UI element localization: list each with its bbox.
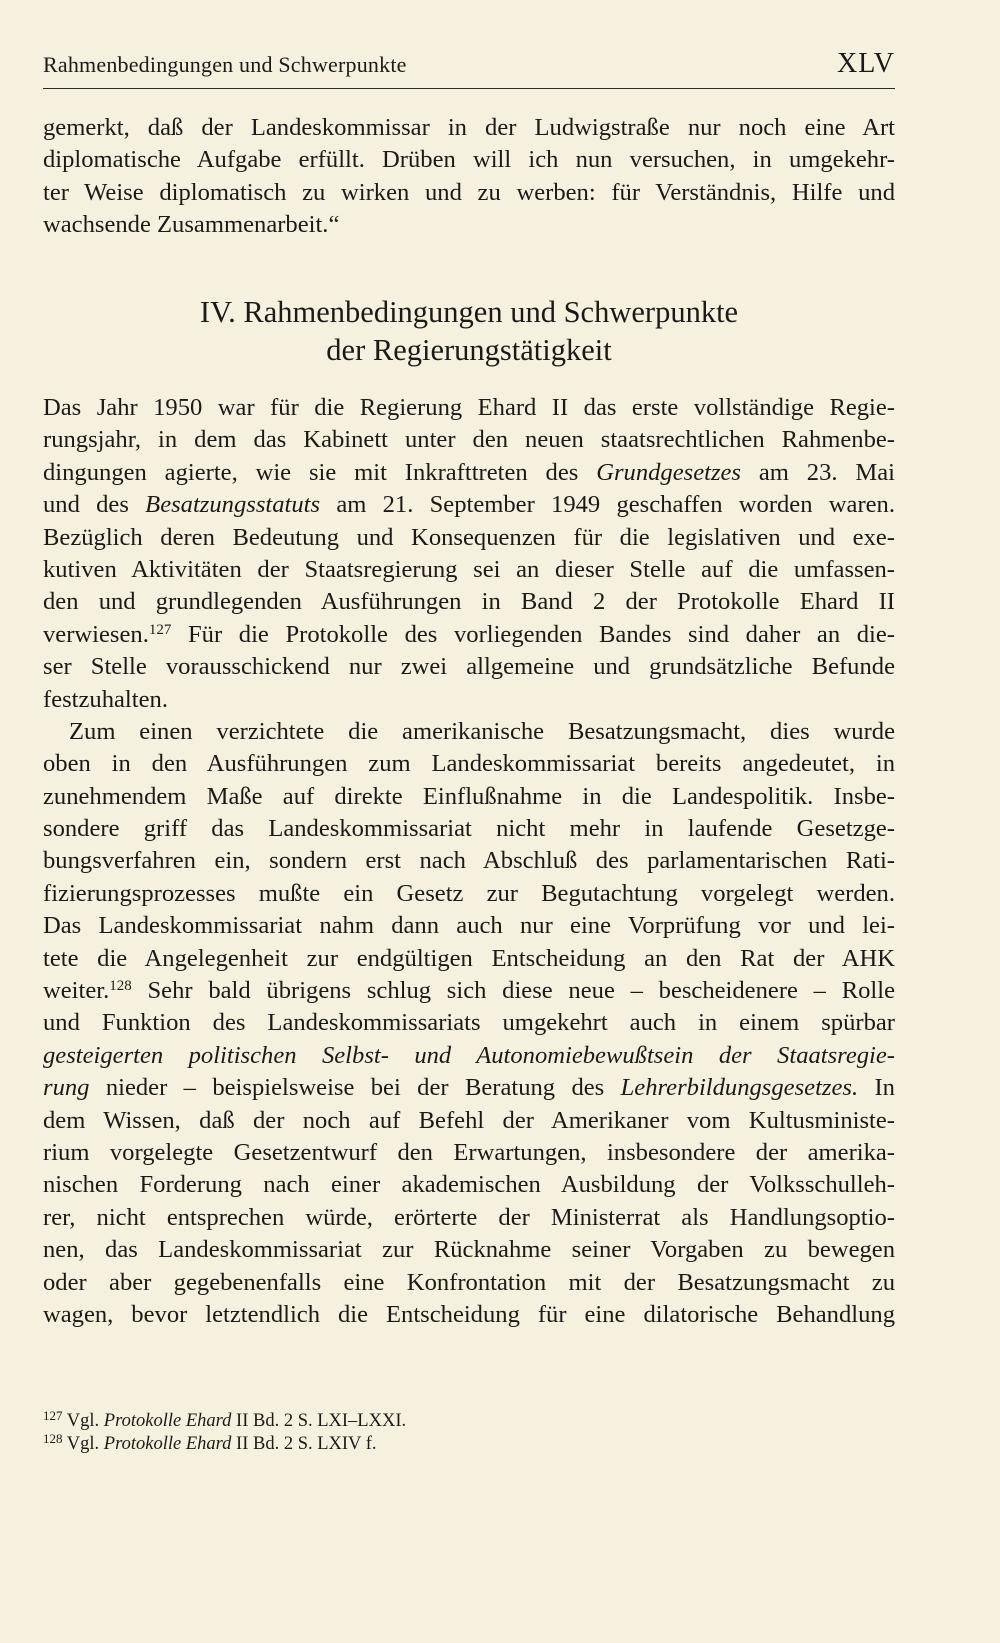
emphasis: gesteigerten politischen Selbst- und Autonomiebewußtsein der Staatsregie-: [43, 1041, 895, 1069]
text-line: rer, nicht entsprechen würde, erörterte der Ministerrat als Handlungsoptio-: [43, 1203, 895, 1231]
footnotes: [43, 1410, 895, 1456]
text-run: II Bd. 2 S. LXIV f.: [231, 1434, 377, 1454]
text-run: Sehr bald übrigens schlug sich diese neue – bescheidenere – Rolle: [131, 977, 895, 1005]
section-heading: [43, 293, 895, 369]
footnote-ref-128[interactable]: 128: [109, 978, 132, 995]
text-line: tete die Angelegenheit zur endgültigen Entscheidung an den Rat der AHK: [43, 944, 895, 972]
section-heading-line1: IV. Rahmenbedingungen und Schwerpunkte: [199, 295, 739, 329]
text-line: fizierungsprozesses mußte ein Gesetz zur Begutachtung vorgelegt werden.: [43, 879, 895, 907]
section-heading-line2: der Regierungstätigkeit: [326, 333, 612, 367]
text-line: Das Jahr 1950 war für die Regierung Ehard II das erste vollständige Regie-: [43, 394, 895, 421]
text-line: Das Landeskommissariat nahm dann auch nur eine Vorprüfung vor und lei-: [43, 912, 895, 940]
footnote-128: [43, 1433, 895, 1456]
text-run: dingungen agierte, wie sie mit Inkrafttreten des: [43, 458, 597, 486]
text-line: den und grundlegenden Ausführungen in Band 2 der Protokolle Ehard II: [43, 588, 895, 616]
text-line: kutiven Aktivitäten der Staatsregierung sei an dieser Stelle auf die umfassen-: [43, 555, 895, 583]
text-run: Für die Protokolle des vorliegenden Bandes sind daher an die-: [171, 620, 895, 648]
text-line: ter Weise diplomatisch zu wirken und zu werben: für Verständnis, Hilfe und: [43, 178, 895, 206]
text-line: [43, 975, 895, 1007]
footnote-number: 127: [43, 1408, 63, 1423]
text-line: rium vorgelegte Gesetzentwurf den Erwartungen, insbesondere der amerika-: [43, 1138, 895, 1166]
text-line: sondere griff das Landeskommissariat nicht mehr in laufende Gesetzge-: [43, 815, 895, 843]
text-line: wagen, bevor letztendlich die Entscheidung für eine dilatorische Behandlung: [43, 1300, 895, 1328]
text-line: festzuhalten.: [43, 685, 168, 713]
text-run: nieder – beispielsweise bei der Beratung des: [89, 1074, 621, 1102]
text-run: Vgl.: [62, 1434, 104, 1454]
running-header: [43, 48, 895, 89]
text-run: verwiesen.: [43, 620, 149, 648]
running-title: Rahmenbedingungen und Schwerpunkte: [43, 52, 407, 77]
text-line: Bezüglich deren Bedeutung und Konsequenzen für die legislativen und exe-: [43, 523, 895, 551]
main-body: [43, 392, 895, 1331]
text-line: zunehmendem Maße auf direkte Einflußnahme in die Landespolitik. Insbe-: [43, 782, 895, 810]
text-line: [43, 489, 895, 521]
text-run: am 21. September 1949 geschaffen worden waren.: [320, 491, 895, 519]
text-run: am 23. Mai: [741, 458, 895, 486]
text-line: und Funktion des Landeskommissariats umgekehrt auch in einem spürbar: [43, 1009, 895, 1037]
text-line: dem Wissen, daß der noch auf Befehl der Amerikaner vom Kultusministe-: [43, 1106, 895, 1134]
emphasis: Protokolle Ehard: [103, 1411, 232, 1431]
page-number: XLV: [837, 48, 895, 79]
footnote-ref-127[interactable]: 127: [148, 621, 172, 638]
text-run: II Bd. 2 S. LXI–LXXI.: [231, 1411, 407, 1431]
text-line: ser Stelle vorausschickend nur zwei allgemeine und grundsätzliche Befunde: [43, 653, 895, 681]
text-run: und des: [43, 491, 146, 519]
text-line: nischen Forderung nach einer akademischen Ausbildung der Volksschulleh-: [43, 1171, 895, 1199]
emphasis: Grundgesetzes: [596, 458, 742, 486]
text-line: nen, das Landeskommissariat zur Rücknahme seiner Vorgaben zu bewegen: [43, 1236, 895, 1264]
text-line: [43, 619, 895, 651]
intro-paragraph: [43, 112, 895, 242]
text-line: wachsende Zusammenarbeit.“: [43, 211, 340, 239]
text-run: Vgl.: [62, 1411, 104, 1431]
text-line: [43, 457, 895, 489]
footnote-127: [43, 1410, 895, 1433]
emphasis: Lehrerbildungsgesetzes.: [620, 1074, 859, 1102]
text-line: rungsjahr, in dem das Kabinett unter den neuen staatsrechtlichen Rahmenbe-: [43, 426, 895, 454]
text-line: gemerkt, daß der Landeskommissar in der Ludwigstraße nur noch eine Art: [43, 114, 895, 141]
text-run: In: [858, 1074, 895, 1102]
text-line: oder aber gegebenenfalls eine Konfrontation mit der Besatzungsmacht zu: [43, 1268, 895, 1296]
emphasis: rung: [43, 1074, 90, 1102]
footnote-number: 128: [43, 1431, 63, 1446]
text-run: weiter.: [43, 977, 110, 1005]
emphasis: Besatzungsstatuts: [145, 491, 321, 519]
text-line: bungsverfahren ein, sondern erst nach Abschluß des parlamentarischen Rati-: [43, 847, 895, 875]
emphasis: Protokolle Ehard: [103, 1434, 232, 1454]
text-line: Zum einen verzichtete die amerikanische Besatzungsmacht, dies wurde: [69, 717, 895, 745]
text-line: [43, 1072, 895, 1104]
text-line: diplomatische Aufgabe erfüllt. Drüben will ich nun versuchen, in umgekehr-: [43, 146, 895, 174]
text-line: oben in den Ausführungen zum Landeskommissariat bereits angedeutet, in: [43, 750, 895, 778]
text-line: [43, 1040, 895, 1072]
